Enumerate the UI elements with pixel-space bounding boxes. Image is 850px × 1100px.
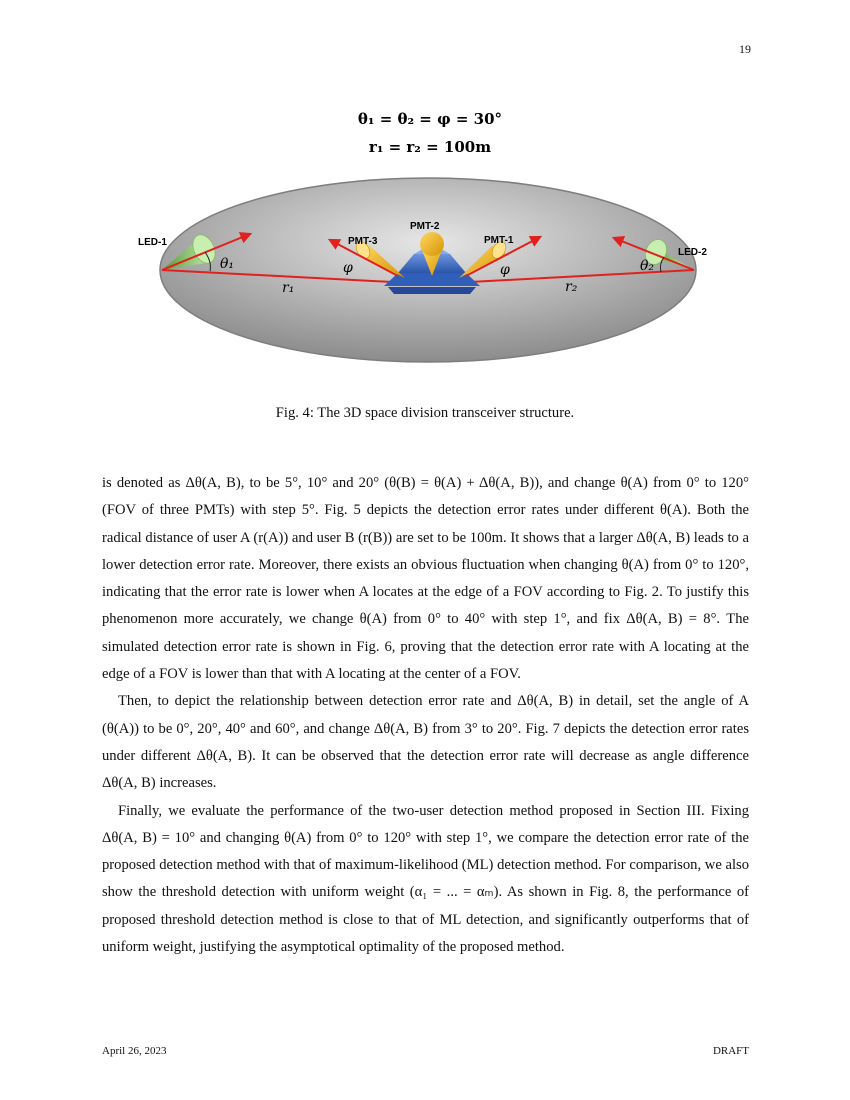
figure-caption: Fig. 4: The 3D space division transceiver structure. xyxy=(275,405,575,421)
label-pmt-3: PMT-3 xyxy=(348,236,378,247)
figure-diagram xyxy=(138,100,710,400)
label-phi-right: φ xyxy=(500,262,510,278)
paragraph-3: Finally, we evaluate the performance of the two-user detection method proposed in Section III. Fixing Δθ(A, B) = 10° and changing θ(A) from 0° to 120° with step 1°, we compare the detection error rate of the proposed detection method with that of maximum-likelihood (ML) detection method. For comparison, we also show the threshold detection with uniform weight (α₁ = ... = αₘ). As shown in Fig. 8, the performance of proposed threshold detection method is close to that of ML detection, and significantly outperforms that of uniform weight, justifying the asymptotical optimality of the proposed method. xyxy=(102,802,749,956)
footer-status: DRAFT xyxy=(712,1045,749,1057)
label-pmt-1: PMT-1 xyxy=(484,235,514,246)
equation-angles: θ₁ = θ₂ = φ = 30° xyxy=(357,110,503,128)
label-theta-1: θ₁ xyxy=(220,256,235,272)
page-number: 19 xyxy=(739,42,751,56)
paragraph-2: Then, to depict the relationship between detection error rate and Δθ(A, B) in detail, set the angle of A (θ(A)) to be 0°, 20°, 40° and 60°, and change Δθ(A, B) from 3° to 20°. Fig. 7 depicts the detection error rates under different Δθ(A, B). It can be observed that the detection error rate will decrease as angle difference Δθ(A, B) increases. xyxy=(102,693,749,792)
label-r2: r₂ xyxy=(565,279,578,295)
label-led-1: LED-1 xyxy=(138,237,167,248)
label-theta-2: θ₂ xyxy=(640,258,655,274)
equation-radii: r₁ = r₂ = 100m xyxy=(368,138,492,156)
footer-date: April 26, 2023 xyxy=(102,1045,167,1057)
label-phi-left: φ xyxy=(343,260,353,276)
label-led-2: LED-2 xyxy=(678,247,707,258)
figure-transceiver-structure xyxy=(138,100,710,400)
label-r1: r₁ xyxy=(282,280,295,296)
body-text xyxy=(102,470,749,961)
label-pmt-2: PMT-2 xyxy=(410,221,440,232)
paragraph-1: is denoted as Δθ(A, B), to be 5°, 10° and 20° (θ(B) = θ(A) + Δθ(A, B)), and change θ(A) from 0° to 120° (FOV of three PMTs) with step 5°. Fig. 5 depicts the detection error rates under different θ(A). Both the radical distance of user A (r(A)) and user B (r(B)) are set to be 100m. It shows that a larger Δθ(A, B) leads to a lower detection error rate. Moreover, there exists an obvious fluctuation when changing θ(A) from 0° to 120°, indicating that the error rate is lower when A locates at the edge of a FOV according to Fig. 2. To justify this phenomenon more accurately, we change θ(A) from 0° to 40° with step 1°, and fix Δθ(A, B) = 8°. The simulated detection error rate is shown in Fig. 6, proving that the detection error rate with A locating at the edge of a FOV is lower than that with A locating at the center of a FOV. xyxy=(102,475,749,683)
